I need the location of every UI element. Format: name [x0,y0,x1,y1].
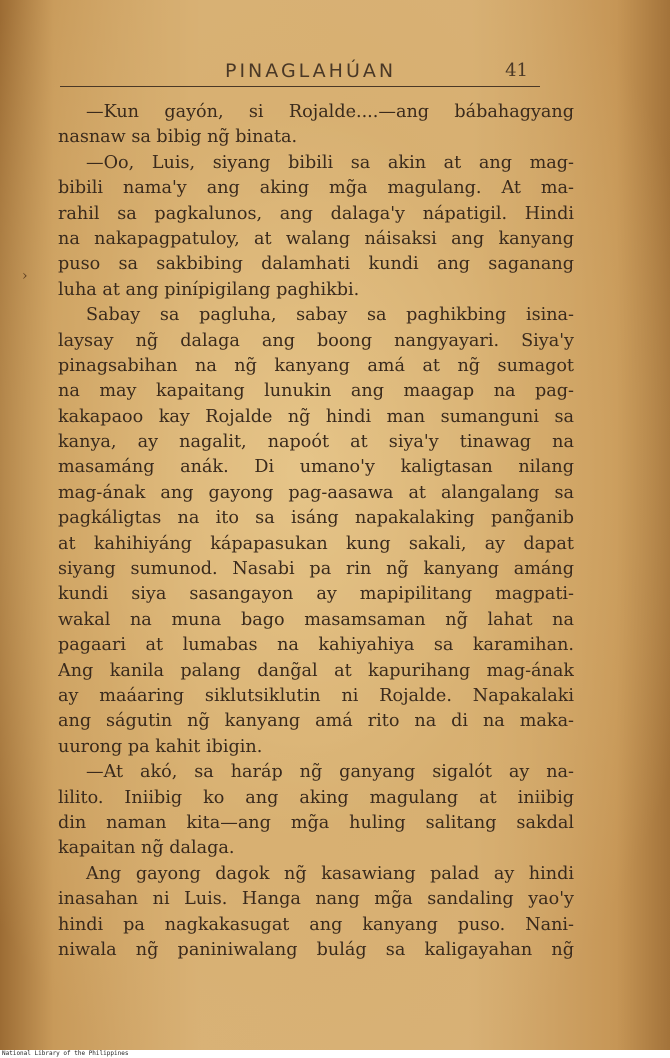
text-line: ang ságutin ng̃ kanyang amá rito na di na maka- [58,711,574,732]
text-line: kanya, ay nagalit, napoót at siya'y tinawag na [58,432,574,453]
text-line: Sabay sa pagluha, sabay sa paghikbing isina- [86,305,574,326]
body-text [58,100,574,963]
text-line: —At akó, sa haráp ng̃ ganyang sigalót ay na- [86,762,574,783]
text-line: wakal na muna bago masamsaman ng̃ lahat na [58,609,574,630]
text-line: na may kapaitang lunukin ang maagap na pag- [58,381,574,402]
text-line: kundi siya sasangayon ay mapipilitang magpati- [58,584,574,605]
text-line: puso sa sakbibing dalamhati kundi ang saganang [58,254,574,275]
margin-mark: › [22,268,28,284]
text-line: luha at ang pinípigilang paghikbi. [58,279,360,300]
text-line: pagaari at lumabas na kahiyahiya sa karamihan. [58,635,574,656]
text-line: uurong pa kahit ibigin. [58,736,263,757]
running-title: PINAGLAHÚAN [225,60,397,82]
text-line: rahil sa pagkalunos, ang dalaga'y nápatigil. Hindi [58,203,574,224]
text-line: —Kun gayón, si Rojalde....—ang bábahagyang [86,102,574,122]
text-line: —Oo, Luis, siyang bibili sa akin at ang mag- [86,152,574,173]
text-line: inasahan ni Luis. Hanga nang mg̃a sandaling yao'y [58,889,574,910]
text-line: din naman kita—ang mg̃a huling salitang sakdal [58,812,574,833]
page-number: 41 [505,60,528,81]
text-line: niwala ng̃ paniniwalang bulág sa kaligayahan ng̃ [58,939,574,960]
text-line: kakapaoo kay Rojalde ng̃ hindi man sumanguni sa [58,406,574,427]
page-header [60,58,540,87]
text-line: mag-ának ang gayong pag-aasawa at alangalang sa [58,482,574,503]
text-line: kapaitan ng̃ dalaga. [58,838,235,859]
text-line: siyang sumunod. Nasabi pa rin ng̃ kanyang amáng [58,559,574,580]
text-line: pagkáligtas na ito sa isáng napakalaking pang̃anib [58,508,574,529]
text-line: hindi pa nagkakasugat ang kanyang puso. Nani- [58,914,574,935]
text-line: Ang kanila palang dang̃al at kapurihang mag-ának [58,660,574,681]
text-line: lilito. Iniibig ko ang aking magulang at iniibig [58,787,574,808]
text-line: nasnaw sa bibig ng̃ binata. [58,127,298,148]
text-line: at kahihiyáng kápapasukan kung sakali, ay dapat [58,533,574,554]
footer-credit: National Library of the Philippines [0,1050,670,1058]
text-line: Ang gayong dagok ng̃ kasawiang palad ay hindi [86,863,574,884]
text-line: pinagsabihan na ng̃ kanyang amá at ng̃ sumagot [58,355,574,376]
text-line: laysay ng̃ dalaga ang boong nangyayari. Siya'y [58,330,574,351]
text-line: bibili nama'y ang aking mg̃a magulang. At ma- [58,178,574,199]
text-line: ay maáaring siklutsiklutin ni Rojalde. Napakalaki [58,685,574,706]
text-line: masamáng anák. Di umano'y kaligtasan nilang [58,457,574,478]
text-line: na nakapagpatuloy, at walang náisaksi ang kanyang [58,228,574,249]
